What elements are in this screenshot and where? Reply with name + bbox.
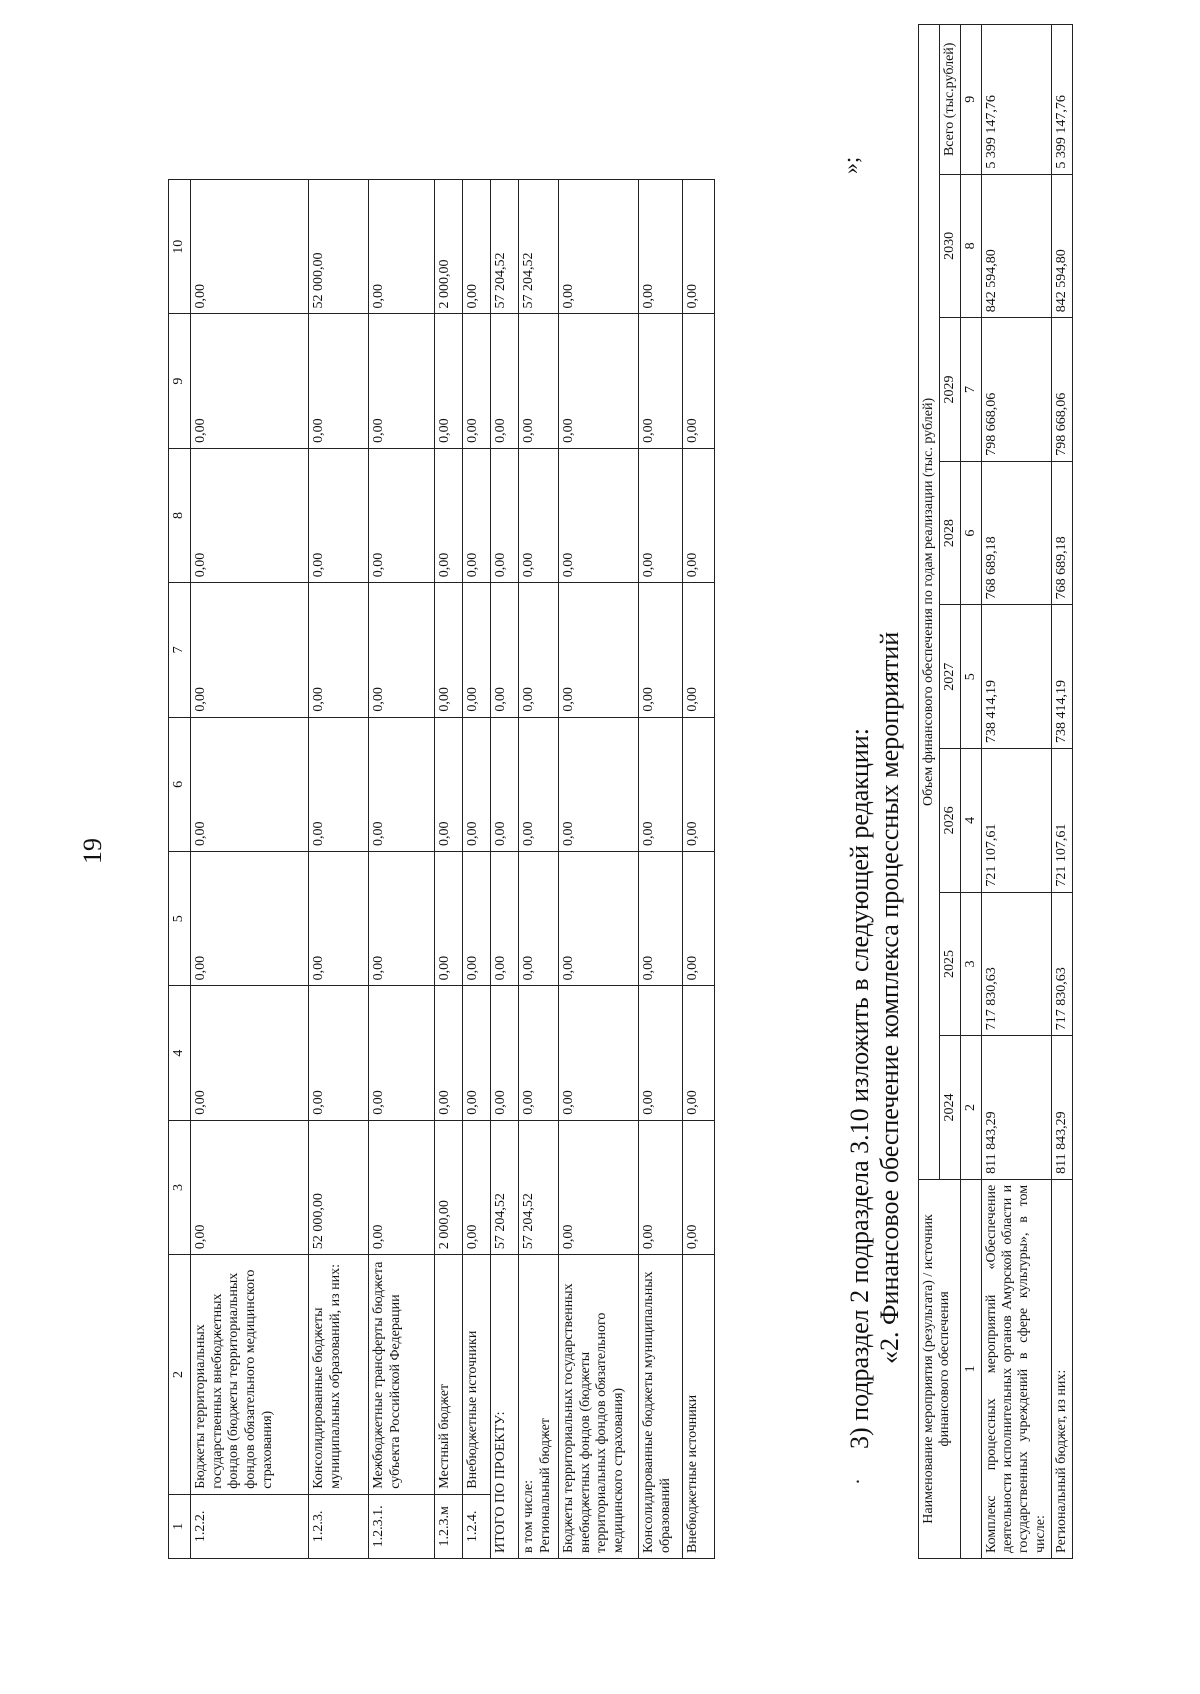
value-cell: 768 689,18 [982,461,1051,605]
table2-year-header: 2026 [940,749,961,893]
value-cell: 0,00 [490,314,518,448]
measure-name: Комплекс процессных мероприятий «Обеспечение деятельности исполнительных органов Амурской области и государственных учреждений в сфере культуры», в том числе: [982,1179,1051,1558]
row-number: 1.2.2. [190,1494,308,1558]
value-cell: 0,00 [368,1120,434,1254]
table1-header-cell: 2 [169,1255,191,1495]
summary-label: Внебюджетные источники [682,1255,714,1559]
value-cell: 0,00 [462,986,490,1120]
table2-year-header: 2027 [940,605,961,749]
amendment-paragraph: 3) подраздел 2 подраздела 3.10 изложить в следующей редакции: [845,728,874,1449]
value-cell: 0,00 [638,314,682,448]
value-cell: 0,00 [190,583,308,717]
value-cell: 811 843,29 [1051,1036,1072,1180]
row-number: 1.2.3. [308,1494,368,1558]
table2-col1-header: Наименование мероприятия (результата) / источник финансового обеспечения [919,1179,961,1558]
value-cell: 842 594,80 [1051,174,1072,318]
table1-body [169,180,715,1559]
value-cell: 0,00 [638,986,682,1120]
table1-summary-row [518,180,558,1559]
value-cell: 0,00 [368,180,434,314]
value-cell: 0,00 [308,448,368,582]
value-cell: 0,00 [682,1120,714,1254]
value-cell: 0,00 [462,852,490,986]
table1-header-cell: 6 [169,717,191,851]
table2-index-cell: 7 [961,318,982,462]
summary-label: ИТОГО ПО ПРОЕКТУ: [490,1255,518,1559]
value-cell: 0,00 [434,852,462,986]
value-cell: 0,00 [558,180,638,314]
summary-label: Консолидированные бюджеты муниципальных образований [638,1255,682,1559]
value-cell: 0,00 [558,448,638,582]
table2-year-header: 2030 [940,174,961,318]
table2-group-header: Объем финансового обеспечения по годам реализации (тыс. рублей) [919,25,940,1180]
table2-index-cell: 4 [961,749,982,893]
table2-total-header: Всего (тыс.рублей) [940,25,961,175]
row-number: 1.2.4. [462,1494,490,1558]
closing-quote: »; [838,156,863,174]
value-cell: 0,00 [368,583,434,717]
table1-summary-row [558,180,638,1559]
table2-row [982,25,1051,1559]
value-cell: 5 399 147,76 [1051,25,1072,175]
value-cell: 57 204,52 [490,1120,518,1254]
value-cell: 0,00 [518,986,558,1120]
table1-row [190,180,308,1559]
financing-table-project [168,179,715,1559]
table2-row [1051,25,1072,1559]
value-cell: 0,00 [558,1120,638,1254]
value-cell: 0,00 [190,1120,308,1254]
source-name: Внебюджетные источники [462,1255,490,1495]
measure-name: Региональный бюджет, из них: [1051,1179,1072,1558]
value-cell: 57 204,52 [490,180,518,314]
value-cell: 0,00 [308,314,368,448]
value-cell: 0,00 [190,448,308,582]
value-cell: 0,00 [490,448,518,582]
value-cell: 0,00 [638,1120,682,1254]
value-cell: 0,00 [308,583,368,717]
value-cell: 0,00 [308,717,368,851]
table2-index-cell: 2 [961,1036,982,1180]
table1-header-cell: 9 [169,314,191,448]
source-name: Местный бюджет [434,1255,462,1495]
value-cell: 0,00 [558,717,638,851]
value-cell: 0,00 [462,583,490,717]
financing-table-processes [918,24,1073,1559]
value-cell: 2 000,00 [434,180,462,314]
value-cell: 0,00 [190,180,308,314]
value-cell: 717 830,63 [982,892,1051,1036]
value-cell: 0,00 [190,717,308,851]
value-cell: 0,00 [490,852,518,986]
value-cell: 0,00 [682,314,714,448]
value-cell: 721 107,61 [1051,749,1072,893]
value-cell: 0,00 [434,717,462,851]
summary-label: Бюджеты территориальных государственных внебюджетных фондов (бюджеты территориальных фондов обязательного медицинского страхования) [558,1255,638,1559]
value-cell: 0,00 [558,852,638,986]
value-cell: 57 204,52 [518,1120,558,1254]
value-cell: 0,00 [682,180,714,314]
value-cell: 0,00 [558,583,638,717]
value-cell: 0,00 [368,448,434,582]
value-cell: 0,00 [190,314,308,448]
source-name: Бюджеты территориальных государственных внебюджетных фондов (бюджеты территориальных фондов обязательного медицинского страхования) [190,1255,308,1495]
value-cell: 0,00 [638,583,682,717]
value-cell: 0,00 [308,986,368,1120]
table2-index-cell: 8 [961,174,982,318]
value-cell: 0,00 [682,448,714,582]
value-cell: 52 000,00 [308,180,368,314]
value-cell: 0,00 [682,852,714,986]
value-cell: 0,00 [638,717,682,851]
table1-summary-row [682,180,714,1559]
value-cell: 717 830,63 [1051,892,1072,1036]
value-cell: 0,00 [434,583,462,717]
value-cell: 0,00 [682,717,714,851]
value-cell: 0,00 [368,852,434,986]
value-cell: 0,00 [490,717,518,851]
value-cell: 0,00 [558,314,638,448]
value-cell: 0,00 [368,986,434,1120]
table2-index-cell: 9 [961,25,982,175]
value-cell: 738 414,19 [982,605,1051,749]
value-cell: 0,00 [190,852,308,986]
value-cell: 798 668,06 [1051,318,1072,462]
value-cell: 0,00 [308,852,368,986]
row-number: 1.2.3.м [434,1494,462,1558]
value-cell: 0,00 [518,852,558,986]
table2-body [919,25,1073,1559]
table2-index-cell: 6 [961,461,982,605]
value-cell: 0,00 [434,448,462,582]
table2-year-header: 2028 [940,461,961,605]
value-cell: 57 204,52 [518,180,558,314]
table1-row [462,180,490,1559]
source-name: Межбюджетные трансферты бюджета субъекта Российской Федерации [368,1255,434,1495]
table1-row [308,180,368,1559]
table1-summary-row [490,180,518,1559]
value-cell: 0,00 [462,314,490,448]
value-cell: 0,00 [638,180,682,314]
table2-year-header: 2024 [940,1036,961,1180]
value-cell: 0,00 [682,986,714,1120]
table2-header-row-1 [919,25,940,1559]
value-cell: 842 594,80 [982,174,1051,318]
value-cell: 0,00 [490,986,518,1120]
value-cell: 0,00 [434,986,462,1120]
page-number: 19 [78,838,107,864]
value-cell: 0,00 [368,717,434,851]
table1-header-row [169,180,191,1559]
table1-header-cell: 3 [169,1120,191,1254]
table1-header-cell: 7 [169,583,191,717]
table1-row [368,180,434,1559]
value-cell: 0,00 [518,717,558,851]
table2-index-cell: 1 [961,1179,982,1558]
value-cell: 738 414,19 [1051,605,1072,749]
table1-summary-row [638,180,682,1559]
value-cell: 0,00 [638,852,682,986]
value-cell: 2 000,00 [434,1120,462,1254]
value-cell: 721 107,61 [982,749,1051,893]
table2-index-row [961,25,982,1559]
value-cell: 5 399 147,76 [982,25,1051,175]
table2-year-header: 2029 [940,318,961,462]
value-cell: 0,00 [462,180,490,314]
table2-index-cell: 5 [961,605,982,749]
value-cell: 0,00 [638,448,682,582]
value-cell: 0,00 [190,986,308,1120]
summary-label: в том числе: Региональный бюджет [518,1255,558,1559]
value-cell: 811 843,29 [982,1036,1051,1180]
row-number: 1.2.3.1. [368,1494,434,1558]
value-cell: 0,00 [558,986,638,1120]
table1-row [434,180,462,1559]
section-heading: «2. Финансовое обеспечение комплекса процессных мероприятий [875,631,904,1364]
value-cell: 798 668,06 [982,318,1051,462]
table2-index-cell: 3 [961,892,982,1036]
table2-year-header: 2025 [940,892,961,1036]
value-cell: 0,00 [462,717,490,851]
value-cell: 0,00 [518,448,558,582]
value-cell: 52 000,00 [308,1120,368,1254]
value-cell: 0,00 [490,583,518,717]
value-cell: 0,00 [518,583,558,717]
table1-header-cell: 5 [169,852,191,986]
source-name: Консолидированные бюджеты муниципальных образований, из них: [308,1255,368,1495]
value-cell: 0,00 [434,314,462,448]
table1-header-cell: 1 [169,1494,191,1558]
value-cell: 0,00 [368,314,434,448]
table1-header-cell: 10 [169,180,191,314]
value-cell: 0,00 [518,314,558,448]
table1-header-cell: 8 [169,448,191,582]
value-cell: 0,00 [462,448,490,582]
value-cell: 768 689,18 [1051,461,1072,605]
table1-header-cell: 4 [169,986,191,1120]
value-cell: 0,00 [682,583,714,717]
bullet-dot: . [842,1479,864,1484]
value-cell: 0,00 [462,1120,490,1254]
